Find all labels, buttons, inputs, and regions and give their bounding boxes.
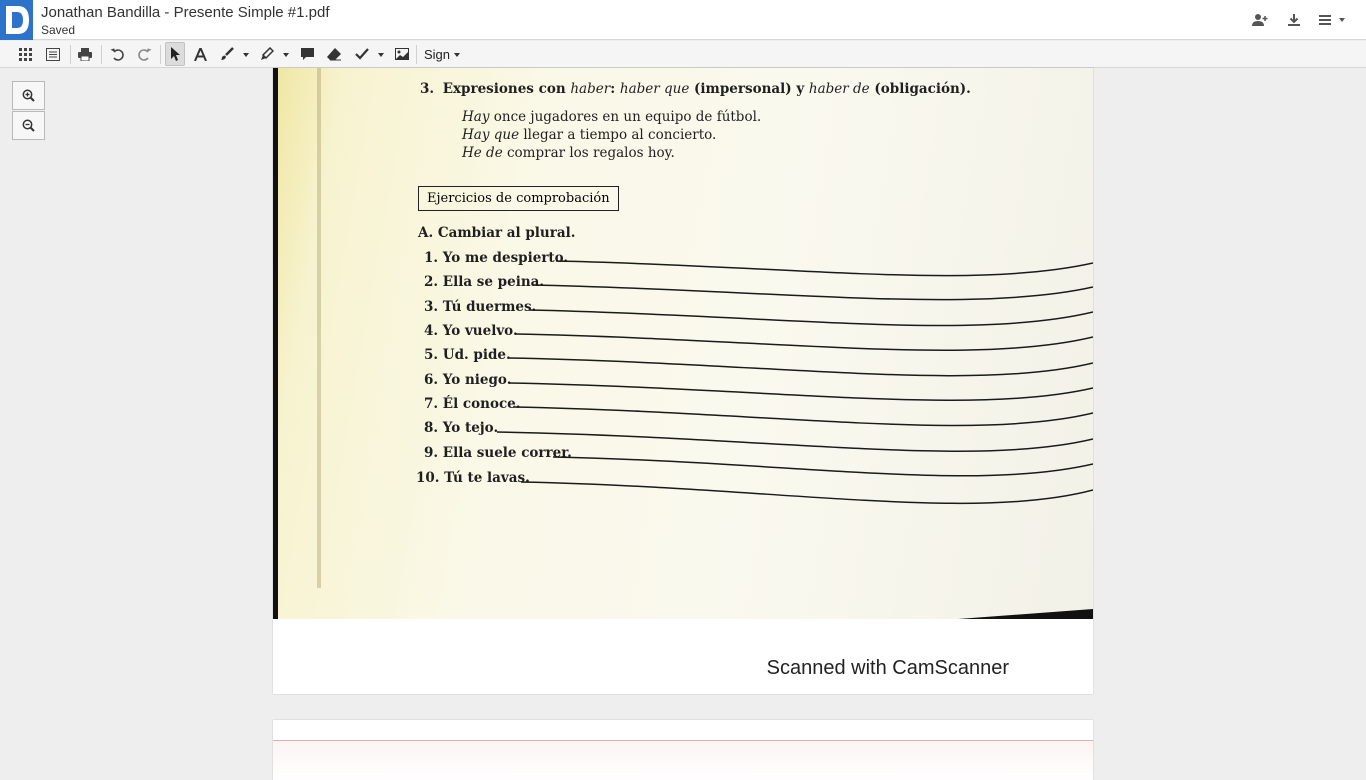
- eraser-icon[interactable]: [325, 42, 343, 66]
- sign-menu-button[interactable]: Sign: [424, 46, 451, 62]
- document-title[interactable]: Jonathan Bandilla - Presente Simple #1.pdf: [41, 4, 330, 21]
- toolbar-divider: [160, 45, 161, 64]
- hamburger-menu-icon[interactable]: [1316, 9, 1352, 31]
- add-user-icon[interactable]: [1248, 9, 1272, 31]
- exercise-item: 8. Yo tejo.: [424, 420, 499, 436]
- zoom-out-button[interactable]: [12, 111, 45, 140]
- print-icon[interactable]: [76, 42, 94, 66]
- checkmark-icon[interactable]: [353, 42, 371, 66]
- pdf-page: [273, 68, 1093, 694]
- exercise-item: 2. Ella se peina.: [424, 274, 545, 290]
- editor-toolbar: [0, 41, 1366, 68]
- download-icon[interactable]: [1282, 9, 1306, 31]
- zoom-out-icon: [22, 119, 35, 132]
- exercise-item: 1. Yo me despierto.: [424, 250, 569, 266]
- thumbnails-grid-icon[interactable]: [16, 42, 34, 66]
- outline-list-icon[interactable]: [44, 42, 62, 66]
- toolbar-divider: [416, 45, 417, 64]
- item-3-heading: 3. Expresiones con haber: haber que (impersonal) y haber de (obligación).: [420, 81, 971, 97]
- exercise-item: 4. Yo vuelvo.: [424, 323, 518, 339]
- highlighter-icon[interactable]: [258, 42, 276, 66]
- section-a-heading: A. Cambiar al plural.: [418, 225, 576, 241]
- scanned-page-image: [273, 68, 1093, 619]
- example-sentence: Hay que llegar a tiempo al concierto.: [462, 127, 717, 143]
- zoom-in-button[interactable]: [12, 81, 45, 110]
- exercise-box-title: Ejercicios de comprobación: [418, 186, 619, 211]
- scanned-page-image: [273, 740, 1093, 780]
- toolbar-divider: [70, 45, 71, 64]
- image-icon[interactable]: [393, 42, 411, 66]
- example-sentence: Hay once jugadores en un equipo de fútbol.: [462, 109, 762, 125]
- document-logo-icon[interactable]: [0, 0, 33, 40]
- draw-brush-icon[interactable]: [218, 42, 236, 66]
- zoom-in-icon: [22, 89, 35, 102]
- answer-lines: [273, 68, 1093, 619]
- exercise-item: 7. Él conoce.: [424, 396, 521, 412]
- camscanner-watermark: Scanned with CamScanner: [766, 657, 1009, 679]
- exercise-item: 9. Ella suele correr.: [424, 445, 572, 461]
- app-header: [0, 0, 1366, 40]
- highlighter-dropdown-caret-icon[interactable]: [283, 53, 289, 57]
- redo-icon[interactable]: [136, 42, 154, 66]
- exercise-item: 6. Yo niego.: [424, 372, 512, 388]
- exercise-item: 3. Tú duermes.: [424, 299, 537, 315]
- undo-icon[interactable]: [108, 42, 126, 66]
- select-pointer-icon[interactable]: [165, 42, 185, 66]
- pdf-page-2: [273, 720, 1093, 780]
- text-tool-icon[interactable]: [192, 42, 208, 66]
- sign-dropdown-caret-icon[interactable]: [454, 53, 460, 57]
- exercise-item: 5. Ud. pide.: [424, 347, 511, 363]
- comment-icon[interactable]: [298, 42, 316, 66]
- toolbar-divider: [101, 45, 102, 64]
- save-status: Saved: [41, 23, 76, 37]
- draw-dropdown-caret-icon[interactable]: [243, 53, 249, 57]
- check-dropdown-caret-icon[interactable]: [378, 53, 384, 57]
- example-sentence: He de comprar los regalos hoy.: [462, 145, 675, 161]
- exercise-item: 10. Tú te lavas.: [416, 470, 530, 486]
